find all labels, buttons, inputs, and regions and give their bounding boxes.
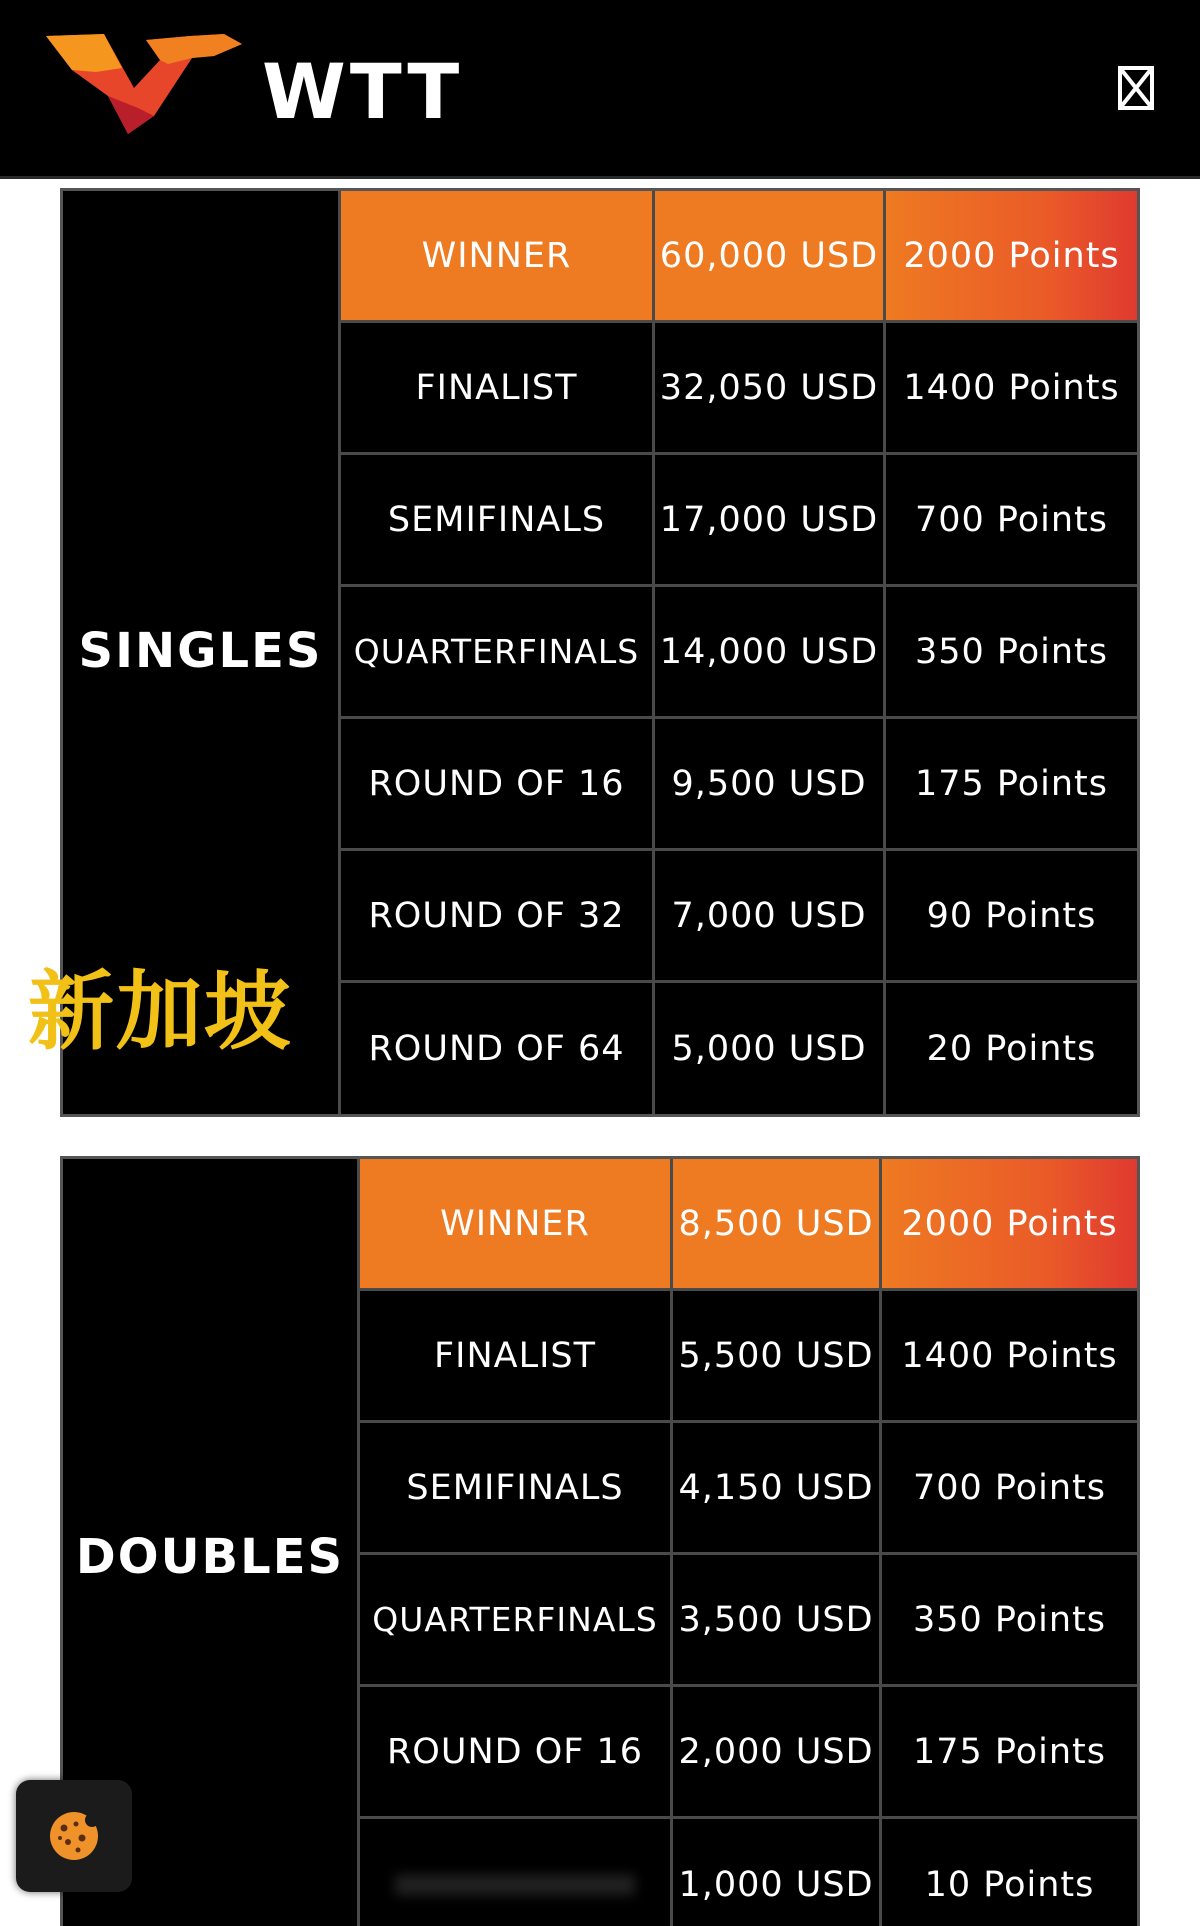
table-row xyxy=(341,719,1137,851)
prize-cell: 5,000 USD xyxy=(655,983,886,1115)
close-icon[interactable] xyxy=(1112,62,1160,114)
brand-name[interactable]: WTT xyxy=(262,47,464,136)
table-row xyxy=(360,1687,1137,1819)
cookie-settings-button[interactable] xyxy=(16,1780,132,1892)
prize-cell: 14,000 USD xyxy=(655,587,886,716)
stage-cell: ROUND OF 64 xyxy=(341,983,655,1115)
prize-cell: 2,000 USD xyxy=(673,1687,882,1816)
table-row xyxy=(341,455,1137,587)
stage-cell: WINNER xyxy=(341,191,655,320)
prize-cell: 1,000 USD xyxy=(673,1819,882,1926)
table-row xyxy=(341,587,1137,719)
points-cell: 20 Points xyxy=(926,1029,1097,1069)
prize-cell: 3,500 USD xyxy=(673,1555,882,1684)
wtt-logo-icon[interactable] xyxy=(42,30,250,134)
table-row xyxy=(341,983,1137,1115)
prize-cell: 60,000 USD xyxy=(655,191,886,320)
doubles-prize-table xyxy=(60,1156,1140,1926)
stage-cell-obscured xyxy=(360,1819,673,1926)
table-row xyxy=(360,1819,1137,1926)
table-row xyxy=(360,1291,1137,1423)
points-cell: 1400 Points xyxy=(901,1335,1118,1376)
prize-cell: 5,500 USD xyxy=(673,1291,882,1420)
stage-cell: FINALIST xyxy=(341,323,655,452)
prize-cell: 8,500 USD xyxy=(673,1159,882,1288)
doubles-rows xyxy=(360,1159,1137,1926)
table-row xyxy=(360,1555,1137,1687)
prize-cell: 4,150 USD xyxy=(673,1423,882,1552)
stage-cell: QUARTERFINALS xyxy=(360,1555,673,1684)
prize-cell: 17,000 USD xyxy=(655,455,886,584)
stage-cell: FINALIST xyxy=(360,1291,673,1420)
points-cell: 350 Points xyxy=(912,1599,1107,1640)
points-cell: 2000 Points xyxy=(882,1159,1137,1288)
prize-cell: 32,050 USD xyxy=(655,323,886,452)
stage-cell: SEMIFINALS xyxy=(360,1423,673,1552)
table-row xyxy=(360,1423,1137,1555)
stage-cell: SEMIFINALS xyxy=(341,455,655,584)
table-row-winner xyxy=(341,191,1137,323)
stage-cell: ROUND OF 16 xyxy=(360,1687,673,1816)
table-row xyxy=(341,851,1137,983)
prize-cell: 9,500 USD xyxy=(655,719,886,848)
cookie-icon xyxy=(46,1808,102,1864)
site-header xyxy=(0,0,1200,179)
points-cell: 350 Points xyxy=(914,631,1109,672)
points-cell: 10 Points xyxy=(924,1865,1095,1905)
points-cell: 700 Points xyxy=(912,1467,1107,1508)
points-cell: 700 Points xyxy=(914,499,1109,540)
points-cell: 175 Points xyxy=(914,763,1109,804)
stage-cell: QUARTERFINALS xyxy=(341,587,655,716)
stage-cell: WINNER xyxy=(360,1159,673,1288)
points-cell: 90 Points xyxy=(926,895,1097,936)
table-row xyxy=(341,323,1137,455)
points-cell: 175 Points xyxy=(912,1731,1107,1772)
category-label-doubles: DOUBLES xyxy=(75,1529,345,1585)
stage-cell: ROUND OF 32 xyxy=(341,851,655,980)
table-row-winner xyxy=(360,1159,1137,1291)
points-cell: 2000 Points xyxy=(886,191,1137,320)
location-watermark: 新加坡 xyxy=(28,962,292,1062)
prize-cell: 7,000 USD xyxy=(655,851,886,980)
obscured-text xyxy=(395,1875,635,1895)
singles-rows xyxy=(341,191,1137,1115)
category-label-singles: SINGLES xyxy=(78,623,323,679)
stage-cell: ROUND OF 16 xyxy=(341,719,655,848)
points-cell: 1400 Points xyxy=(903,367,1120,408)
